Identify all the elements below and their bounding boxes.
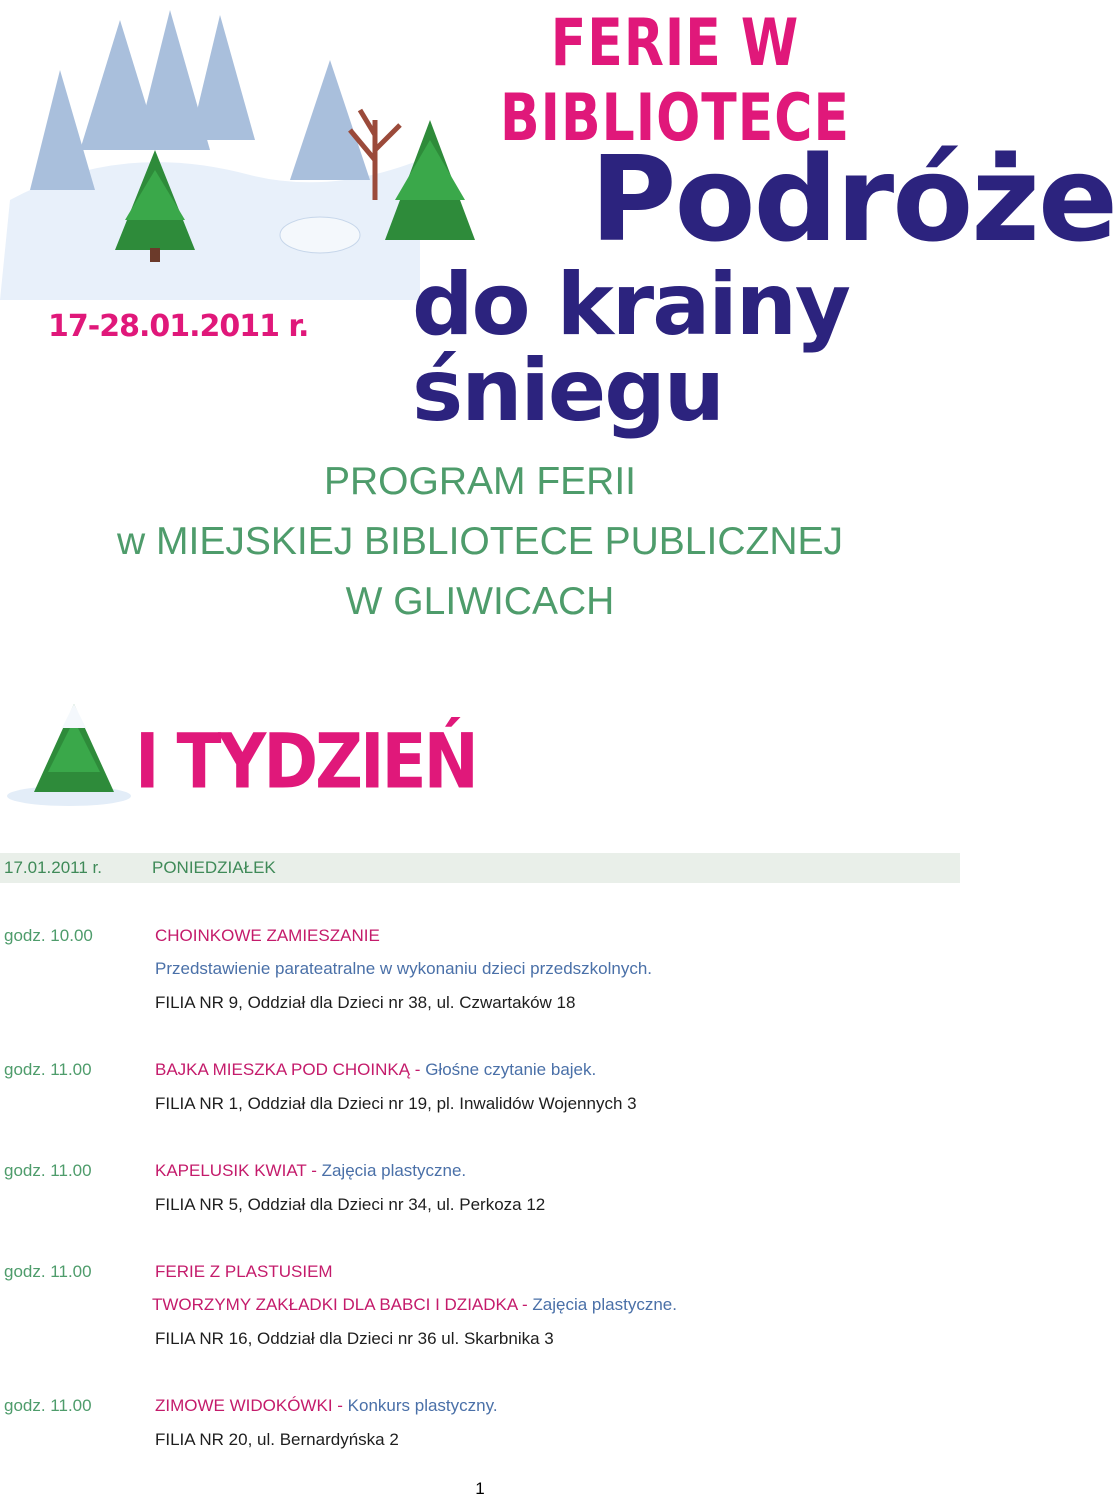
banner-subheadline: do krainy śniegu	[412, 255, 849, 441]
event-title: KAPELUSIK KWIAT	[155, 1161, 307, 1180]
banner-dates: 17-28.01.2011 r.	[48, 309, 309, 344]
event-time: godz. 11.00	[4, 1396, 92, 1415]
event-title: FERIE Z PLASTUSIEM	[155, 1262, 333, 1281]
program-title-line1: PROGRAM FERII	[323, 460, 637, 503]
event-separator: -	[332, 1396, 348, 1415]
program-title-line2: w MIEJSKIEJ BIBLIOTECE PUBLICZNEJ	[117, 520, 843, 563]
event-heading	[155, 1060, 596, 1080]
event-subheading	[152, 1295, 677, 1315]
event-time: godz. 11.00	[4, 1262, 92, 1281]
week-label: I TYDZIEŃ	[135, 717, 476, 806]
event-description: Zajęcia plastyczne.	[321, 1161, 467, 1180]
event-time: godz. 11.00	[4, 1060, 92, 1079]
day-date: 17.01.2011 r.	[4, 858, 102, 877]
event-description: Głośne czytanie bajek.	[425, 1060, 597, 1079]
event-description: Przedstawienie parateatralne w wykonaniu dzieci przedszkolnych.	[155, 959, 653, 978]
event-title: CHOINKOWE ZAMIESZANIE	[155, 926, 380, 945]
christmas-tree-icon	[4, 700, 134, 808]
event-location: FILIA NR 5, Oddział dla Dzieci nr 34, ul. Perkoza 12	[155, 1195, 546, 1214]
banner-title: FERIE W BIBLIOTECE	[500, 6, 850, 156]
event-location: FILIA NR 1, Oddział dla Dzieci nr 19, pl. Inwalidów Wojennych 3	[155, 1094, 637, 1113]
event-separator: -	[517, 1295, 533, 1314]
event-location: FILIA NR 20, ul. Bernardyńska 2	[155, 1430, 399, 1449]
banner-headline: Podróże	[590, 130, 1116, 268]
day-header	[0, 853, 960, 883]
event-separator: -	[306, 1161, 322, 1180]
event-time: godz. 10.00	[4, 926, 93, 945]
blue-pine-trees	[30, 10, 370, 190]
event-heading	[155, 1161, 466, 1181]
event-description: Zajęcia plastyczne.	[532, 1295, 677, 1314]
snowy-bush	[280, 217, 360, 253]
event-subtitle: TWORZYMY ZAKŁADKI DLA BABCI I DZIADKA	[152, 1295, 518, 1314]
day-name: PONIEDZIAŁEK	[152, 858, 276, 877]
event-title: ZIMOWE WIDOKÓWKI	[155, 1396, 333, 1415]
winter-landscape-illustration	[0, 0, 420, 300]
event-location: FILIA NR 16, Oddział dla Dzieci nr 36 ul. Skarbnika 3	[155, 1329, 554, 1348]
program-title-line3: W GLIWICACH	[345, 580, 615, 623]
event-title: BAJKA MIESZKA POD CHOINKĄ	[155, 1060, 411, 1079]
header-banner	[0, 0, 1116, 441]
event-heading	[155, 1396, 498, 1416]
event-location: FILIA NR 9, Oddział dla Dzieci nr 38, ul. Czwartaków 18	[155, 993, 576, 1012]
event-description: Konkurs plastyczny.	[347, 1396, 498, 1415]
page-number: 1	[475, 1479, 485, 1498]
event-separator: -	[410, 1060, 426, 1079]
event-time: godz. 11.00	[4, 1161, 92, 1180]
